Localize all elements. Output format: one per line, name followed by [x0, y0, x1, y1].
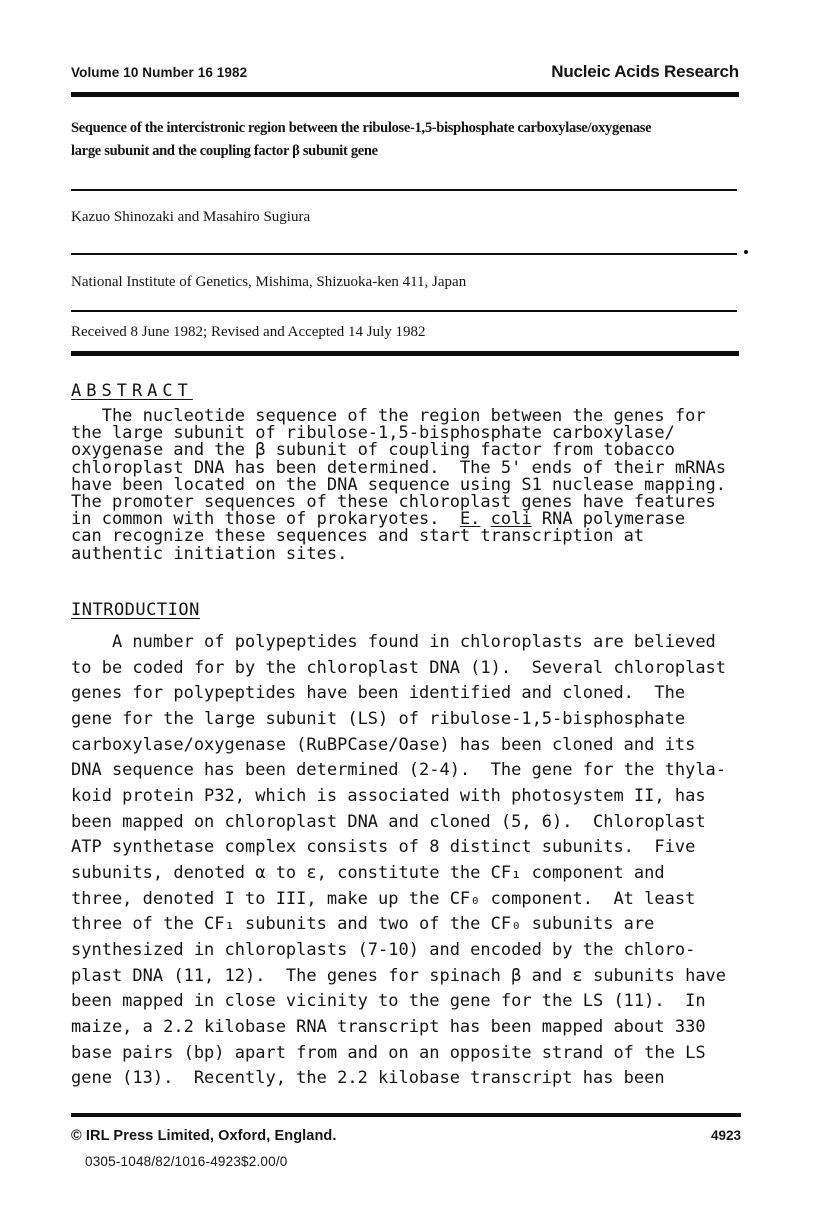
footer-rule-thick [71, 1113, 741, 1117]
title-divider [71, 189, 737, 191]
masthead-rule-thick [71, 351, 739, 356]
authors: Kazuo Shinozaki and Masahiro Sugiura [71, 209, 311, 225]
received-dates: Received 8 June 1982; Revised and Accepted 14 July 1982 [71, 324, 426, 340]
authors-divider [71, 253, 737, 255]
page-header [71, 62, 739, 82]
header-rule-thick [71, 92, 739, 97]
article-title: Sequence of the intercistronic region between the ribulose-1,5-bisphosphate carboxylase/oxygenase large subunit and the coupling factor β subunit gene [71, 120, 652, 159]
scan-dot-artifact [744, 250, 748, 254]
affiliation: National Institute of Genetics, Mishima, Shizuoka-ken 411, Japan [71, 274, 467, 290]
abstract-text: The nucleotide sequence of the region between the genes for the large subunit of ribulose-1,5-bisphosphate carboxylase/ oxygenase and the β subunit of coupling factor from tobacco chloroplast DNA has been determined. The 5' ends of their mRNAs have been located on the DNA sequence using S1 nuclease mapping. The promoter sequences of these chloroplast genes have features in common with those of prokaryotes. E. coli RNA polymerase can recognize these sequences and start transcription at authentic initiation sites. [71, 406, 727, 564]
affiliation-divider [71, 310, 737, 312]
issue-info: Volume 10 Number 16 1982 [71, 65, 248, 80]
page-number: 4923 [710, 1128, 741, 1143]
introduction-text: A number of polypeptides found in chloroplasts are believed to be coded for by the chloroplast DNA (1). Several chloroplast genes for polypeptides have been identified and cloned. The gene for the large subunit (LS) of ribulose-1,5-bisphosphate carboxylase/oxygenase (RuBPCase/Oase) has been cloned and its DNA sequence has been determined (2-4). The gene for the thyla- koid protein P32, which is associated with photosystem II, has been mapped on chloroplast DNA and cloned (5, 6). Chloroplast ATP synthetase complex consists of 8 distinct subunits. Five subunits, denoted α to ε, constitute the CF₁ component and three, denoted I to III, make up the CF₀ component. At least three of the CF₁ subunits and two of the CF₀ subunits are synthesized in chloroplasts (7-10) and encoded by the chloro- plast DNA (11, 12). The genes for spinach β and ε subunits have been mapped in close vicinity to the gene for the LS (11). In maize, a 2.2 kilobase RNA transcript has been mapped about 330 base pairs (bp) apart from and on an opposite strand of the LS gene (13). Recently, the 2.2 kilobase transcript has been [71, 632, 727, 1089]
abstract-heading: ABSTRACT [71, 381, 193, 401]
journal-name: Nucleic Acids Research [551, 62, 739, 81]
copyright-notice: © IRL Press Limited, Oxford, England. [71, 1128, 337, 1144]
page-footer [71, 1128, 741, 1144]
issn-code: 0305-1048/82/1016-4923$2.00/0 [85, 1154, 288, 1169]
introduction-heading: INTRODUCTION [71, 600, 200, 620]
